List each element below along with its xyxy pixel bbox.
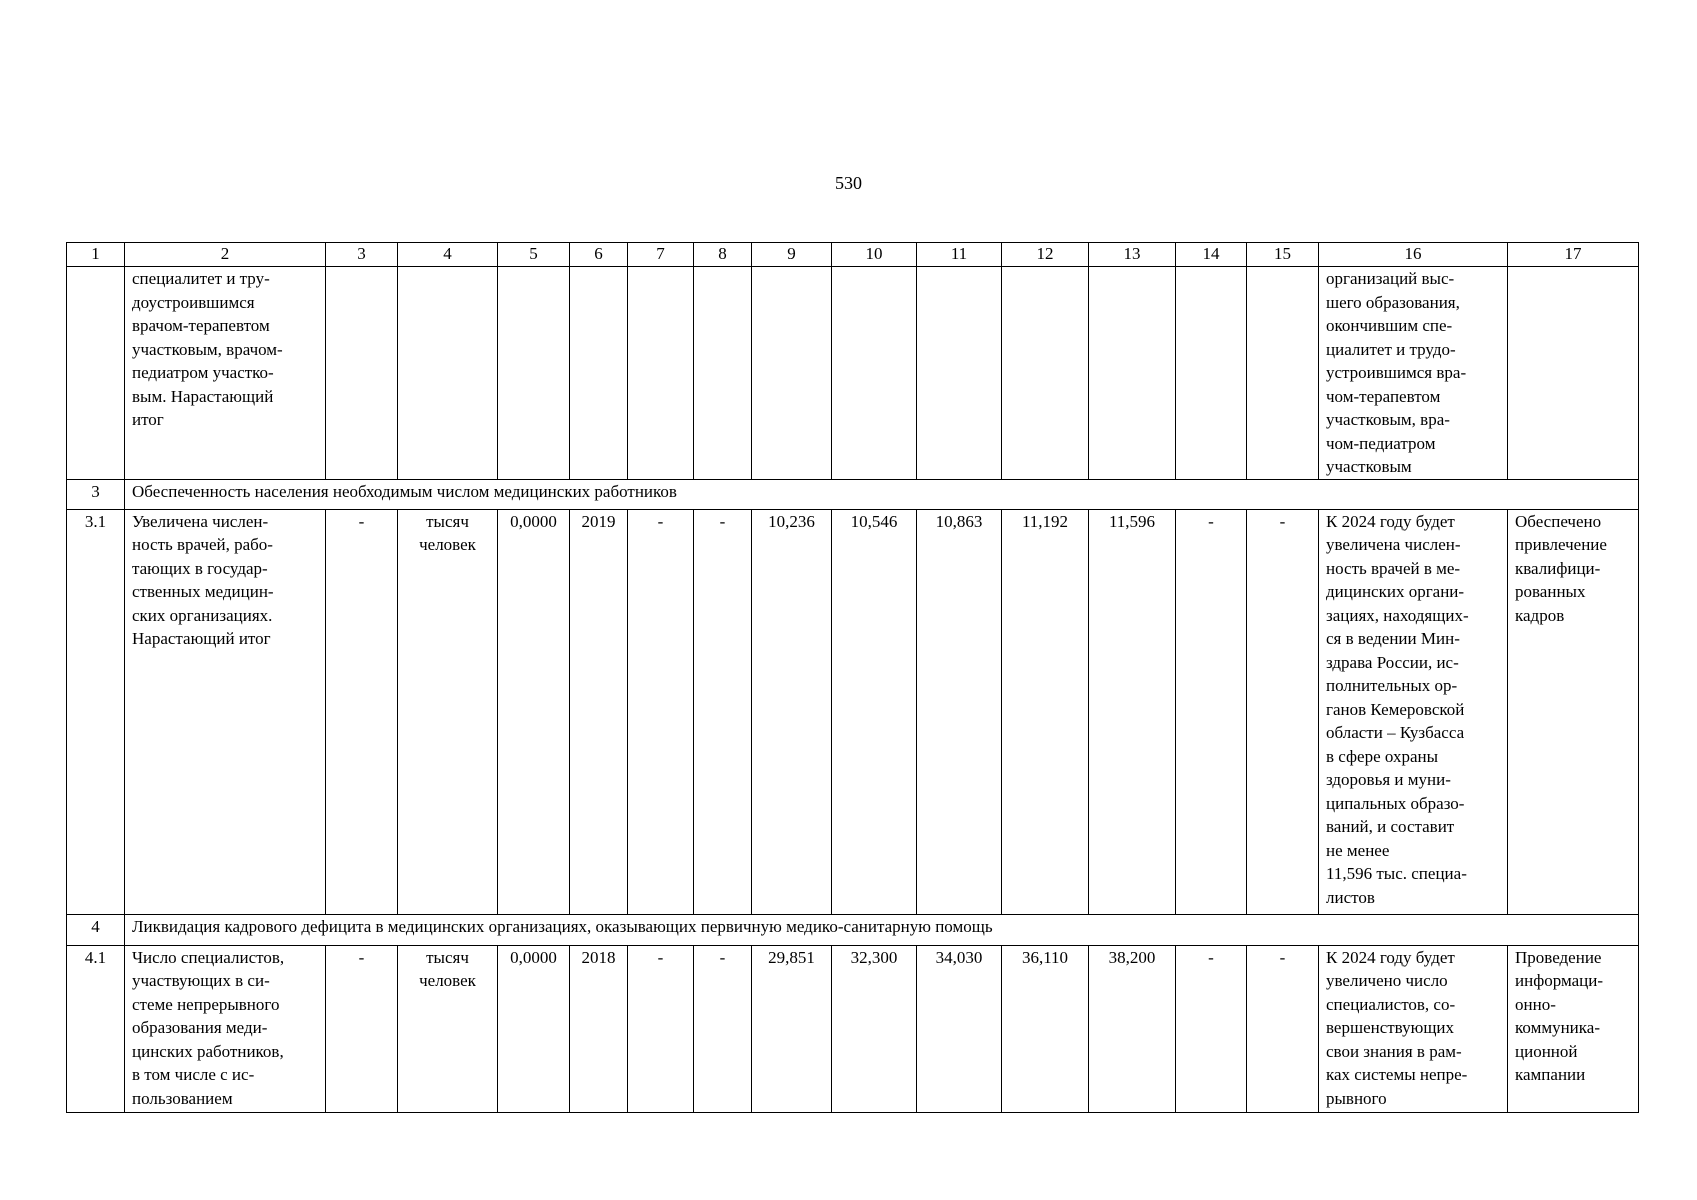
section-title: Ликвидация кадрового дефицита в медицинских организациях, оказывающих первичную медико-санитарную помощь bbox=[125, 914, 1639, 945]
cell-empty bbox=[628, 267, 694, 480]
indicator-description: К 2024 году будет увеличено число специалистов, со- вершенствующих свои знания в рам- ках системы непре- рывного bbox=[1319, 945, 1508, 1112]
cell-empty bbox=[694, 267, 752, 480]
column-number: 9 bbox=[752, 243, 832, 267]
cell-empty bbox=[752, 267, 832, 480]
section-row-4 bbox=[67, 914, 1639, 945]
indicator-name: Увеличена числен- ность врачей, рабо- тающих в государ- ственных медицин- ских организациях. Нарастающий итог bbox=[125, 509, 326, 914]
cell-empty bbox=[498, 267, 570, 480]
indicator-result: Обеспечено привлечение квалифици- рованных кадров bbox=[1508, 509, 1639, 914]
cell-empty bbox=[1002, 267, 1089, 480]
value-col-11: 10,863 bbox=[917, 509, 1002, 914]
cell-empty bbox=[1508, 267, 1639, 480]
column-number: 12 bbox=[1002, 243, 1089, 267]
section-number: 4 bbox=[67, 914, 125, 945]
column-number: 6 bbox=[570, 243, 628, 267]
cell-dash: - bbox=[694, 509, 752, 914]
value-col-13: 38,200 bbox=[1089, 945, 1176, 1112]
cell-empty bbox=[832, 267, 917, 480]
value-col-11: 34,030 bbox=[917, 945, 1002, 1112]
cell-dash: - bbox=[628, 509, 694, 914]
cell-empty bbox=[1176, 267, 1247, 480]
column-number: 1 bbox=[67, 243, 125, 267]
cell-dash: - bbox=[1176, 509, 1247, 914]
page-number: 530 bbox=[835, 173, 862, 193]
base-year: 2019 bbox=[570, 509, 628, 914]
column-number: 13 bbox=[1089, 243, 1176, 267]
value-col-12: 36,110 bbox=[1002, 945, 1089, 1112]
column-number: 17 bbox=[1508, 243, 1639, 267]
column-number: 7 bbox=[628, 243, 694, 267]
unit-of-measure: тысяч человек bbox=[398, 945, 498, 1112]
cell-dash: - bbox=[1176, 945, 1247, 1112]
indicator-name: специалитет и тру- доустроившимся врачом-терапевтом участковым, врачом- педиатром участко- вым. Нарастающий итог bbox=[125, 267, 326, 480]
column-number: 11 bbox=[917, 243, 1002, 267]
column-number: 4 bbox=[398, 243, 498, 267]
value-col-10: 32,300 bbox=[832, 945, 917, 1112]
value-col-13: 11,596 bbox=[1089, 509, 1176, 914]
cell-empty bbox=[1247, 267, 1319, 480]
column-number: 16 bbox=[1319, 243, 1508, 267]
cell-dash: - bbox=[326, 509, 398, 914]
table-row-3-1 bbox=[67, 509, 1639, 914]
table-row-continuation bbox=[67, 267, 1639, 480]
cell-dash: - bbox=[628, 945, 694, 1112]
cell-dash: - bbox=[1247, 945, 1319, 1112]
section-number: 3 bbox=[67, 479, 125, 509]
section-title: Обеспеченность населения необходимым числом медицинских работников bbox=[125, 479, 1639, 509]
value-col-12: 11,192 bbox=[1002, 509, 1089, 914]
base-value: 0,0000 bbox=[498, 945, 570, 1112]
section-row-3 bbox=[67, 479, 1639, 509]
cell-empty bbox=[570, 267, 628, 480]
cell-empty bbox=[398, 267, 498, 480]
indicator-description: К 2024 году будет увеличена числен- ность врачей в ме- дицинских органи- зациях, находящих- ся в ведении Мин- здрава России, ис- полнительных ор- ганов Кемеровской области – Кузбасса в сфере охраны здоровья и муни- ципальных образо- ваний, и составит не менее 11,596 тыс. специа- листов bbox=[1319, 509, 1508, 914]
column-number: 8 bbox=[694, 243, 752, 267]
cell-dash: - bbox=[1247, 509, 1319, 914]
cell-dash: - bbox=[694, 945, 752, 1112]
column-number-row bbox=[67, 243, 1639, 267]
indicator-result: Проведение информаци- онно- коммуника- ционной кампании bbox=[1508, 945, 1639, 1112]
value-col-10: 10,546 bbox=[832, 509, 917, 914]
base-value: 0,0000 bbox=[498, 509, 570, 914]
indicators-table bbox=[66, 242, 1639, 1113]
indicator-name: Число специалистов, участвующих в си- стеме непрерывного образования меди- цинских работников, в том числе с ис- пользованием bbox=[125, 945, 326, 1112]
cell-empty bbox=[1089, 267, 1176, 480]
cell-empty bbox=[326, 267, 398, 480]
column-number: 10 bbox=[832, 243, 917, 267]
value-col-9: 10,236 bbox=[752, 509, 832, 914]
cell-dash: - bbox=[326, 945, 398, 1112]
table-row-4-1 bbox=[67, 945, 1639, 1112]
cell-empty bbox=[917, 267, 1002, 480]
column-number: 14 bbox=[1176, 243, 1247, 267]
row-number: 4.1 bbox=[67, 945, 125, 1112]
column-number: 15 bbox=[1247, 243, 1319, 267]
base-year: 2018 bbox=[570, 945, 628, 1112]
column-number: 5 bbox=[498, 243, 570, 267]
unit-of-measure: тысяч человек bbox=[398, 509, 498, 914]
column-number: 2 bbox=[125, 243, 326, 267]
cell-empty bbox=[67, 267, 125, 480]
column-number: 3 bbox=[326, 243, 398, 267]
value-col-9: 29,851 bbox=[752, 945, 832, 1112]
indicator-description: организаций выс- шего образования, окончившим спе- циалитет и трудо- устроившимся вра- чом-терапевтом участковым, вра- чом-педиатром участковым bbox=[1319, 267, 1508, 480]
row-number: 3.1 bbox=[67, 509, 125, 914]
